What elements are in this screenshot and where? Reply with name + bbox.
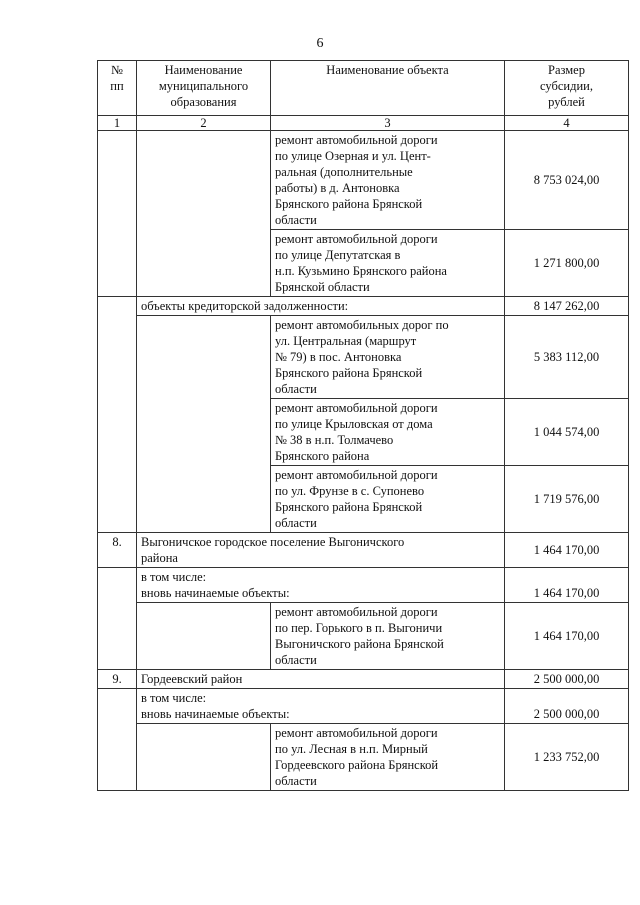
number-cell: 9. [98,670,137,689]
index-row [98,116,629,131]
amount-cell: 8 753 024,00 [505,131,629,230]
object-cell: ремонт автомобильных дорог по ул. Центральная (маршрут № 79) в пос. Антоновка Брянского района Брянской области [271,316,505,399]
category-label: в том числе: вновь начинаемые объекты: [137,568,505,603]
category-label: в том числе: вновь начинаемые объекты: [137,689,505,724]
municipality-cell [137,316,271,533]
table-row [98,297,629,316]
number-cell [98,689,137,791]
category-label: объекты кредиторской задолженности: [137,297,505,316]
amount-cell: 1 233 752,00 [505,724,629,791]
municipality-cell [137,603,271,670]
table-row [98,689,629,724]
object-cell: ремонт автомобильной дороги по ул. Лесная в н.п. Мирный Гордеевского района Брянской области [271,724,505,791]
object-cell: ремонт автомобильной дороги по улице Крыловская от дома № 38 в н.п. Толмачево Брянского района [271,399,505,466]
table-row [98,724,629,791]
header-row [98,61,629,116]
table-row [98,603,629,670]
amount-cell: 5 383 112,00 [505,316,629,399]
municipality-label: Гордеевский район [137,670,505,689]
municipality-cell [137,724,271,791]
municipality-cell [137,131,271,297]
number-cell [98,131,137,297]
amount-cell: 2 500 000,00 [505,689,629,724]
object-cell: ремонт автомобильной дороги по пер. Горького в п. Выгоничи Выгоничского района Брянской области [271,603,505,670]
amount-cell: 1 464 170,00 [505,568,629,603]
amount-cell: 8 147 262,00 [505,297,629,316]
header-object: Наименование объекта [271,61,505,116]
index-cell: 4 [505,116,629,131]
table-row [98,568,629,603]
amount-cell: 1 044 574,00 [505,399,629,466]
header-municipality: Наименование муниципального образования [137,61,271,116]
subsidy-table [97,60,629,791]
amount-cell: 1 464 170,00 [505,603,629,670]
number-cell [98,297,137,533]
object-cell: ремонт автомобильной дороги по улице Депутатская в н.п. Кузьмино Брянского района Брянской области [271,230,505,297]
table-row [98,316,629,399]
object-cell: ремонт автомобильной дороги по ул. Фрунзе в с. Супонево Брянского района Брянской области [271,466,505,533]
index-cell: 3 [271,116,505,131]
municipality-label: Выгоничское городское поселение Выгоничского района [137,533,505,568]
header-subsidy: Размер субсидии, рублей [505,61,629,116]
amount-cell: 2 500 000,00 [505,670,629,689]
amount-cell: 1 464 170,00 [505,533,629,568]
page-number: 6 [316,36,324,51]
table-row [98,131,629,230]
header-number: № пп [98,61,137,116]
number-cell: 8. [98,533,137,568]
object-cell: ремонт автомобильной дороги по улице Озерная и ул. Цент- ральная (дополнительные работы) в д. Антоновка Брянского района Брянской области [271,131,505,230]
index-cell: 2 [137,116,271,131]
amount-cell: 1 271 800,00 [505,230,629,297]
number-cell [98,568,137,670]
amount-cell: 1 719 576,00 [505,466,629,533]
table-row [98,533,629,568]
index-cell: 1 [98,116,137,131]
table-row [98,670,629,689]
